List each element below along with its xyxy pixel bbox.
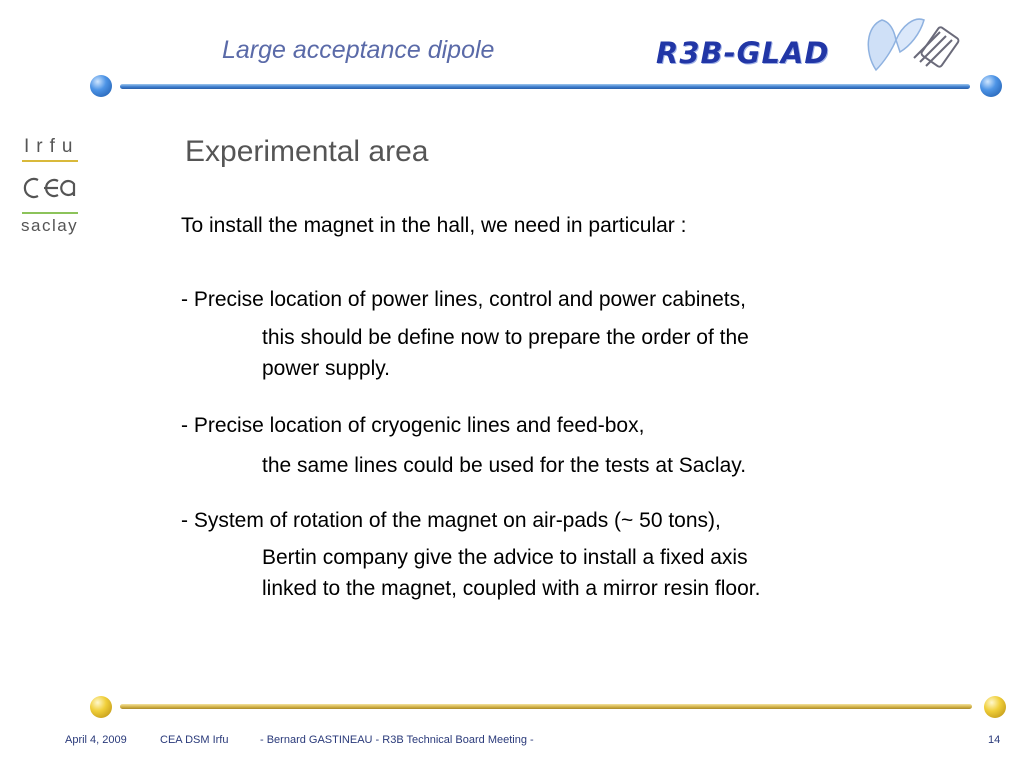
detail-line: the same lines could be used for the tests at Saclay. [262,454,747,477]
brand-title: R3B-GLAD [656,36,830,70]
saclay-logo: saclay [21,216,79,235]
footer-meeting: - Bernard GASTINEAU - R3B Technical Board Meeting - [260,734,534,746]
cea-underline [22,212,78,214]
top-left-ball [90,75,112,97]
bullet-cryogenic-lines: - Precise location of cryogenic lines and feed-box, [181,414,645,437]
intro-text: To install the magnet in the hall, we need in particular : [181,214,687,237]
bullet-power-lines-detail [262,322,749,384]
top-right-ball [980,75,1002,97]
slide-title: Experimental area [185,135,429,168]
irfu-underline [22,160,78,162]
bullet-power-lines: - Precise location of power lines, control and power cabinets, [181,288,746,311]
top-rail [120,84,970,89]
detail-line: power supply. [262,357,391,380]
bullet-rotation-system: - System of rotation of the magnet on air-pads (~ 50 tons), [181,509,721,532]
bottom-right-ball [984,696,1006,718]
footer-date: April 4, 2009 [65,734,127,746]
irfu-logo: Irfu [24,136,80,157]
detail-line: this should be define now to prepare the order of the [262,326,749,349]
footer-org: CEA DSM Irfu [160,734,229,746]
bullet-cryogenic-lines-detail [262,450,746,481]
page-number: 14 [988,734,1001,746]
butterfly-logo-icon [862,12,962,82]
detail-line: linked to the magnet, coupled with a mirror resin floor. [262,577,761,600]
bullet-rotation-system-detail [262,542,760,604]
bottom-left-ball [90,696,112,718]
header-subtitle: Large acceptance dipole [222,36,495,64]
detail-line: Bertin company give the advice to install a fixed axis [262,546,748,569]
cea-logo-icon [22,174,78,202]
bottom-rail [120,704,972,709]
